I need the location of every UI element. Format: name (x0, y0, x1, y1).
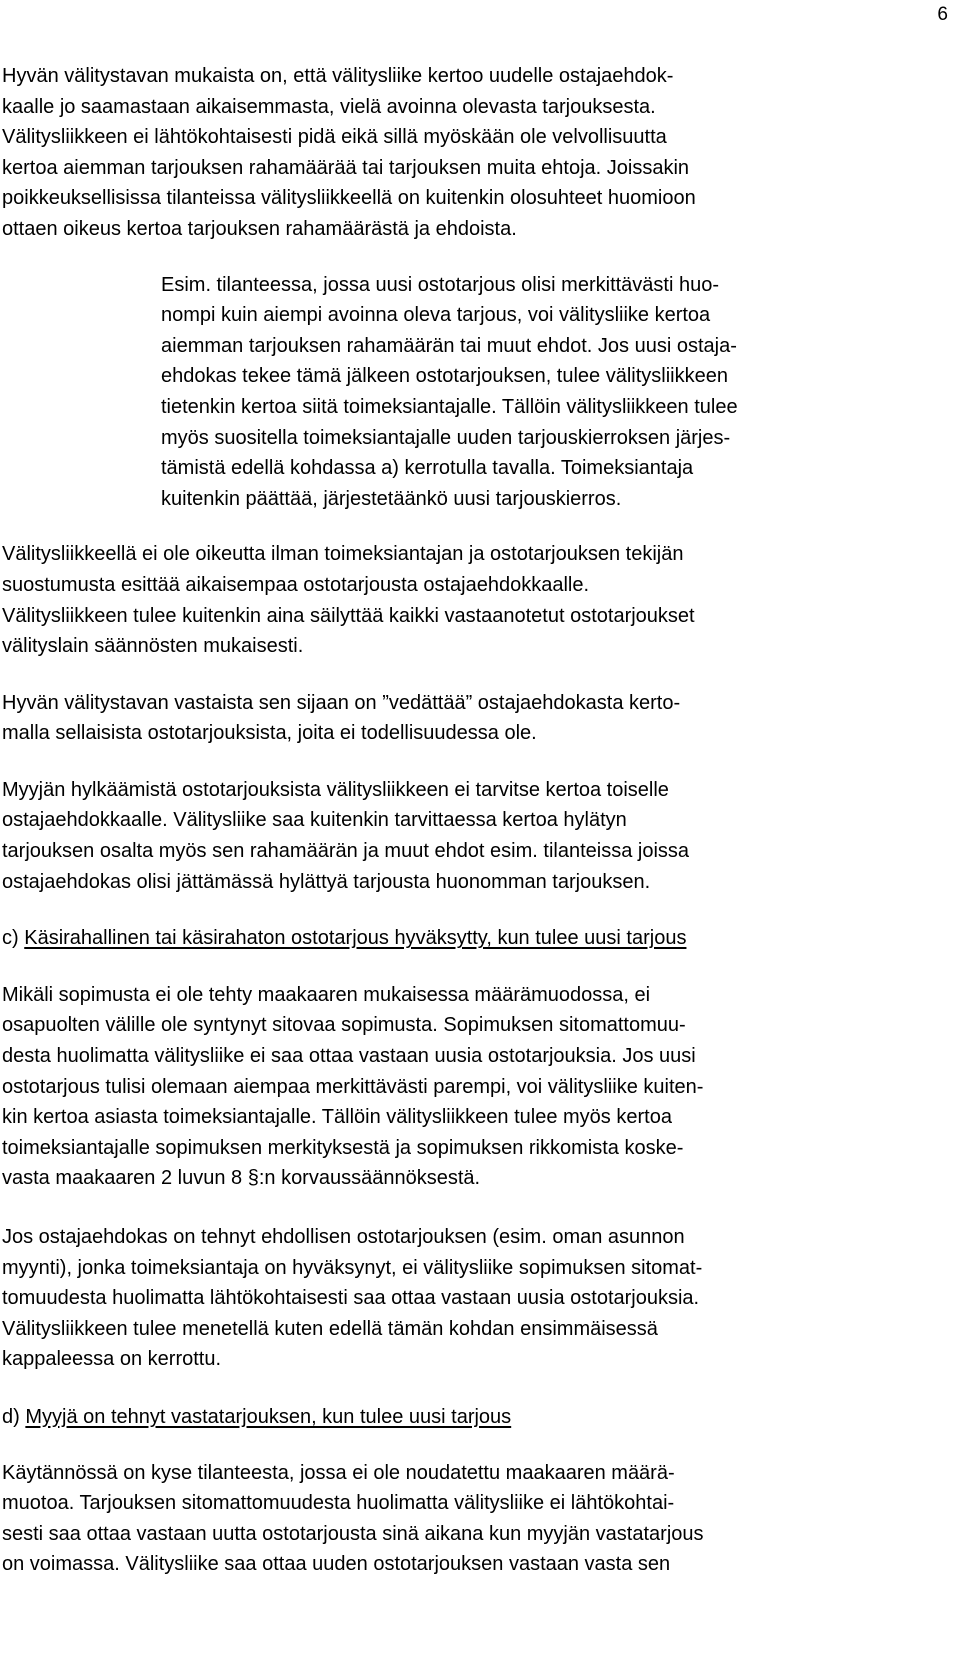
text-line: aiemman tarjouksen rahamäärän tai muut ehdot. Jos uusi ostaja- (161, 334, 737, 357)
paragraph-conditional-offer (2, 1222, 942, 1375)
text-line: Välitysliikkeen tulee kuitenkin aina säilyttää kaikki vastaanotetut ostotarjoukset (2, 604, 695, 627)
paragraph-rejected-offers (2, 775, 942, 897)
text-line: ostotarjous tulisi olemaan aiempaa merkittävästi parempi, voi välitysliike kuiten- (2, 1075, 704, 1098)
text-line: sesti saa ottaa vastaan uutta ostotarjousta sinä aikana kun myyjän vastatarjous (2, 1522, 704, 1545)
text-line: nompi kuin aiempi avoinna oleva tarjous, voi välitysliike kertoa (161, 304, 711, 327)
text-line: tarjouksen osalta myös sen rahamäärän ja muut ehdot esim. tilanteissa joissa (2, 840, 690, 863)
text-line: Välitysliikkeen ei lähtökohtaisesti pidä eikä sillä myöskään ole velvollisuutta (2, 126, 667, 149)
heading-line (2, 1402, 942, 1433)
text-line: myös suositella toimeksiantajalle uuden tarjouskierroksen järjes- (161, 426, 731, 449)
text-line: Mikäli sopimusta ei ole tehty maakaaren mukaisessa määrämuodossa, ei (2, 983, 651, 1006)
text-line: suostumusta esittää aikaisempaa ostotarjousta ostajaehdokkaalle. (2, 573, 590, 596)
section-heading-d (2, 1402, 942, 1433)
page-number: 6 (937, 4, 948, 25)
text-line: kaalle jo saamastaan aikaisemmasta, vielä avoinna olevasta tarjouksesta. (2, 95, 656, 118)
document-body (2, 61, 942, 1580)
heading-label: c) (2, 927, 19, 950)
text-line: Jos ostajaehdokas on tehnyt ehdollisen ostotarjouksen (esim. oman asunnon (2, 1226, 685, 1248)
heading-text: Myyjä on tehnyt vastatarjouksen, kun tulee uusi tarjous (25, 1405, 512, 1428)
text-line: kappaleessa on kerrottu. (2, 1348, 222, 1371)
heading-label: d) (2, 1405, 20, 1428)
paragraph-counter-offer (2, 1458, 942, 1580)
text-line: on voimassa. Välitysliike saa ottaa uuden ostotarjouksen vastaan vasta sen (2, 1553, 671, 1576)
paragraph-offer-disclosure (2, 61, 942, 245)
text-line: ostajaehdokas olisi jättämässä hylättyä tarjousta huonomman tarjouksen. (2, 870, 651, 893)
text-line: Hyvän välitystavan mukaista on, että välitysliike kertoo uudelle ostajaehdok- (2, 65, 674, 87)
text-line: myynti), jonka toimeksiantaja on hyväksynyt, ei välitysliike sopimuksen sitomat- (2, 1256, 703, 1279)
text-line: ottaen oikeus kertoa tarjouksen rahamäärästä ja ehdoista. (2, 217, 517, 240)
paragraph-good-practice (2, 688, 942, 749)
text-line: Välitysliikkeellä ei ole oikeutta ilman toimeksiantajan ja ostotarjouksen tekijän (2, 543, 684, 566)
text-line: poikkeuksellisissa tilanteissa välitysliikkeellä on kuitenkin olosuhteet huomioon (2, 187, 696, 210)
text-line: tomuudesta huolimatta lähtökohtaisesti saa ottaa vastaan uusia ostotarjouksia. (2, 1287, 700, 1310)
paragraph-no-right (2, 539, 942, 661)
heading-text: Käsirahallinen tai käsirahaton ostotarjous hyväksytty, kun tulee uusi tarjous (24, 927, 687, 950)
text-line: desta huolimatta välitysliike ei saa ottaa vastaan uusia ostotarjouksia. Jos uusi (2, 1045, 696, 1068)
text-line: tietenkin kertoa siitä toimeksiantajalle. Tällöin välitysliikkeen tulee (161, 395, 738, 418)
text-line: osapuolten välille ole syntynyt sitovaa sopimusta. Sopimuksen sitomattomuu- (2, 1014, 686, 1037)
text-line: kuitenkin päättää, järjestetäänkö uusi tarjouskierros. (161, 487, 622, 510)
text-line: Hyvän välitystavan vastaista sen sijaan on ”vedättää” ostajaehdokasta kerto- (2, 691, 681, 714)
text-line: ostajaehdokkaalle. Välitysliike saa kuitenkin tarvittaessa kertoa hylätyn (2, 809, 627, 832)
text-line: kertoa aiemman tarjouksen rahamäärää tai tarjouksen muita ehtoja. Joissakin (2, 156, 690, 179)
text-line: malla sellaisista ostotarjouksista, joita ei todellisuudessa ole. (2, 722, 537, 745)
text-line: tämistä edellä kohdassa a) kerrotulla tavalla. Toimeksiantaja (161, 457, 694, 480)
section-heading-c (2, 923, 942, 954)
text-line: Käytännössä on kyse tilanteesta, jossa ei ole noudatettu maakaaren määrä- (2, 1461, 675, 1484)
text-line: välityslain säännösten mukaisesti. (2, 635, 304, 658)
heading-line (2, 923, 942, 954)
paragraph-form-requirement (2, 980, 942, 1194)
text-line: Välitysliikkeen tulee menetellä kuten edellä tämän kohdan ensimmäisessä (2, 1317, 658, 1340)
text-line: Myyjän hylkäämistä ostotarjouksista välitysliikkeen ei tarvitse kertoa toiselle (2, 778, 669, 801)
text-line: Esim. tilanteessa, jossa uusi ostotarjous olisi merkittävästi huo- (161, 273, 720, 296)
text-line: toimeksiantajalle sopimuksen merkityksestä ja sopimuksen rikkomista koske- (2, 1136, 684, 1159)
text-line: vasta maakaaren 2 luvun 8 §:n korvaussäännöksestä. (2, 1167, 481, 1190)
paragraph-example (161, 270, 942, 515)
text-line: ehdokas tekee tämä jälkeen ostotarjouksen, tulee välitysliikkeen (161, 365, 728, 388)
text-line: kin kertoa asiasta toimeksiantajalle. Tällöin välitysliikkeen tulee myös kertoa (2, 1106, 672, 1129)
text-line: muotoa. Tarjouksen sitomattomuudesta huolimatta välitysliike ei lähtökohtai- (2, 1492, 675, 1515)
